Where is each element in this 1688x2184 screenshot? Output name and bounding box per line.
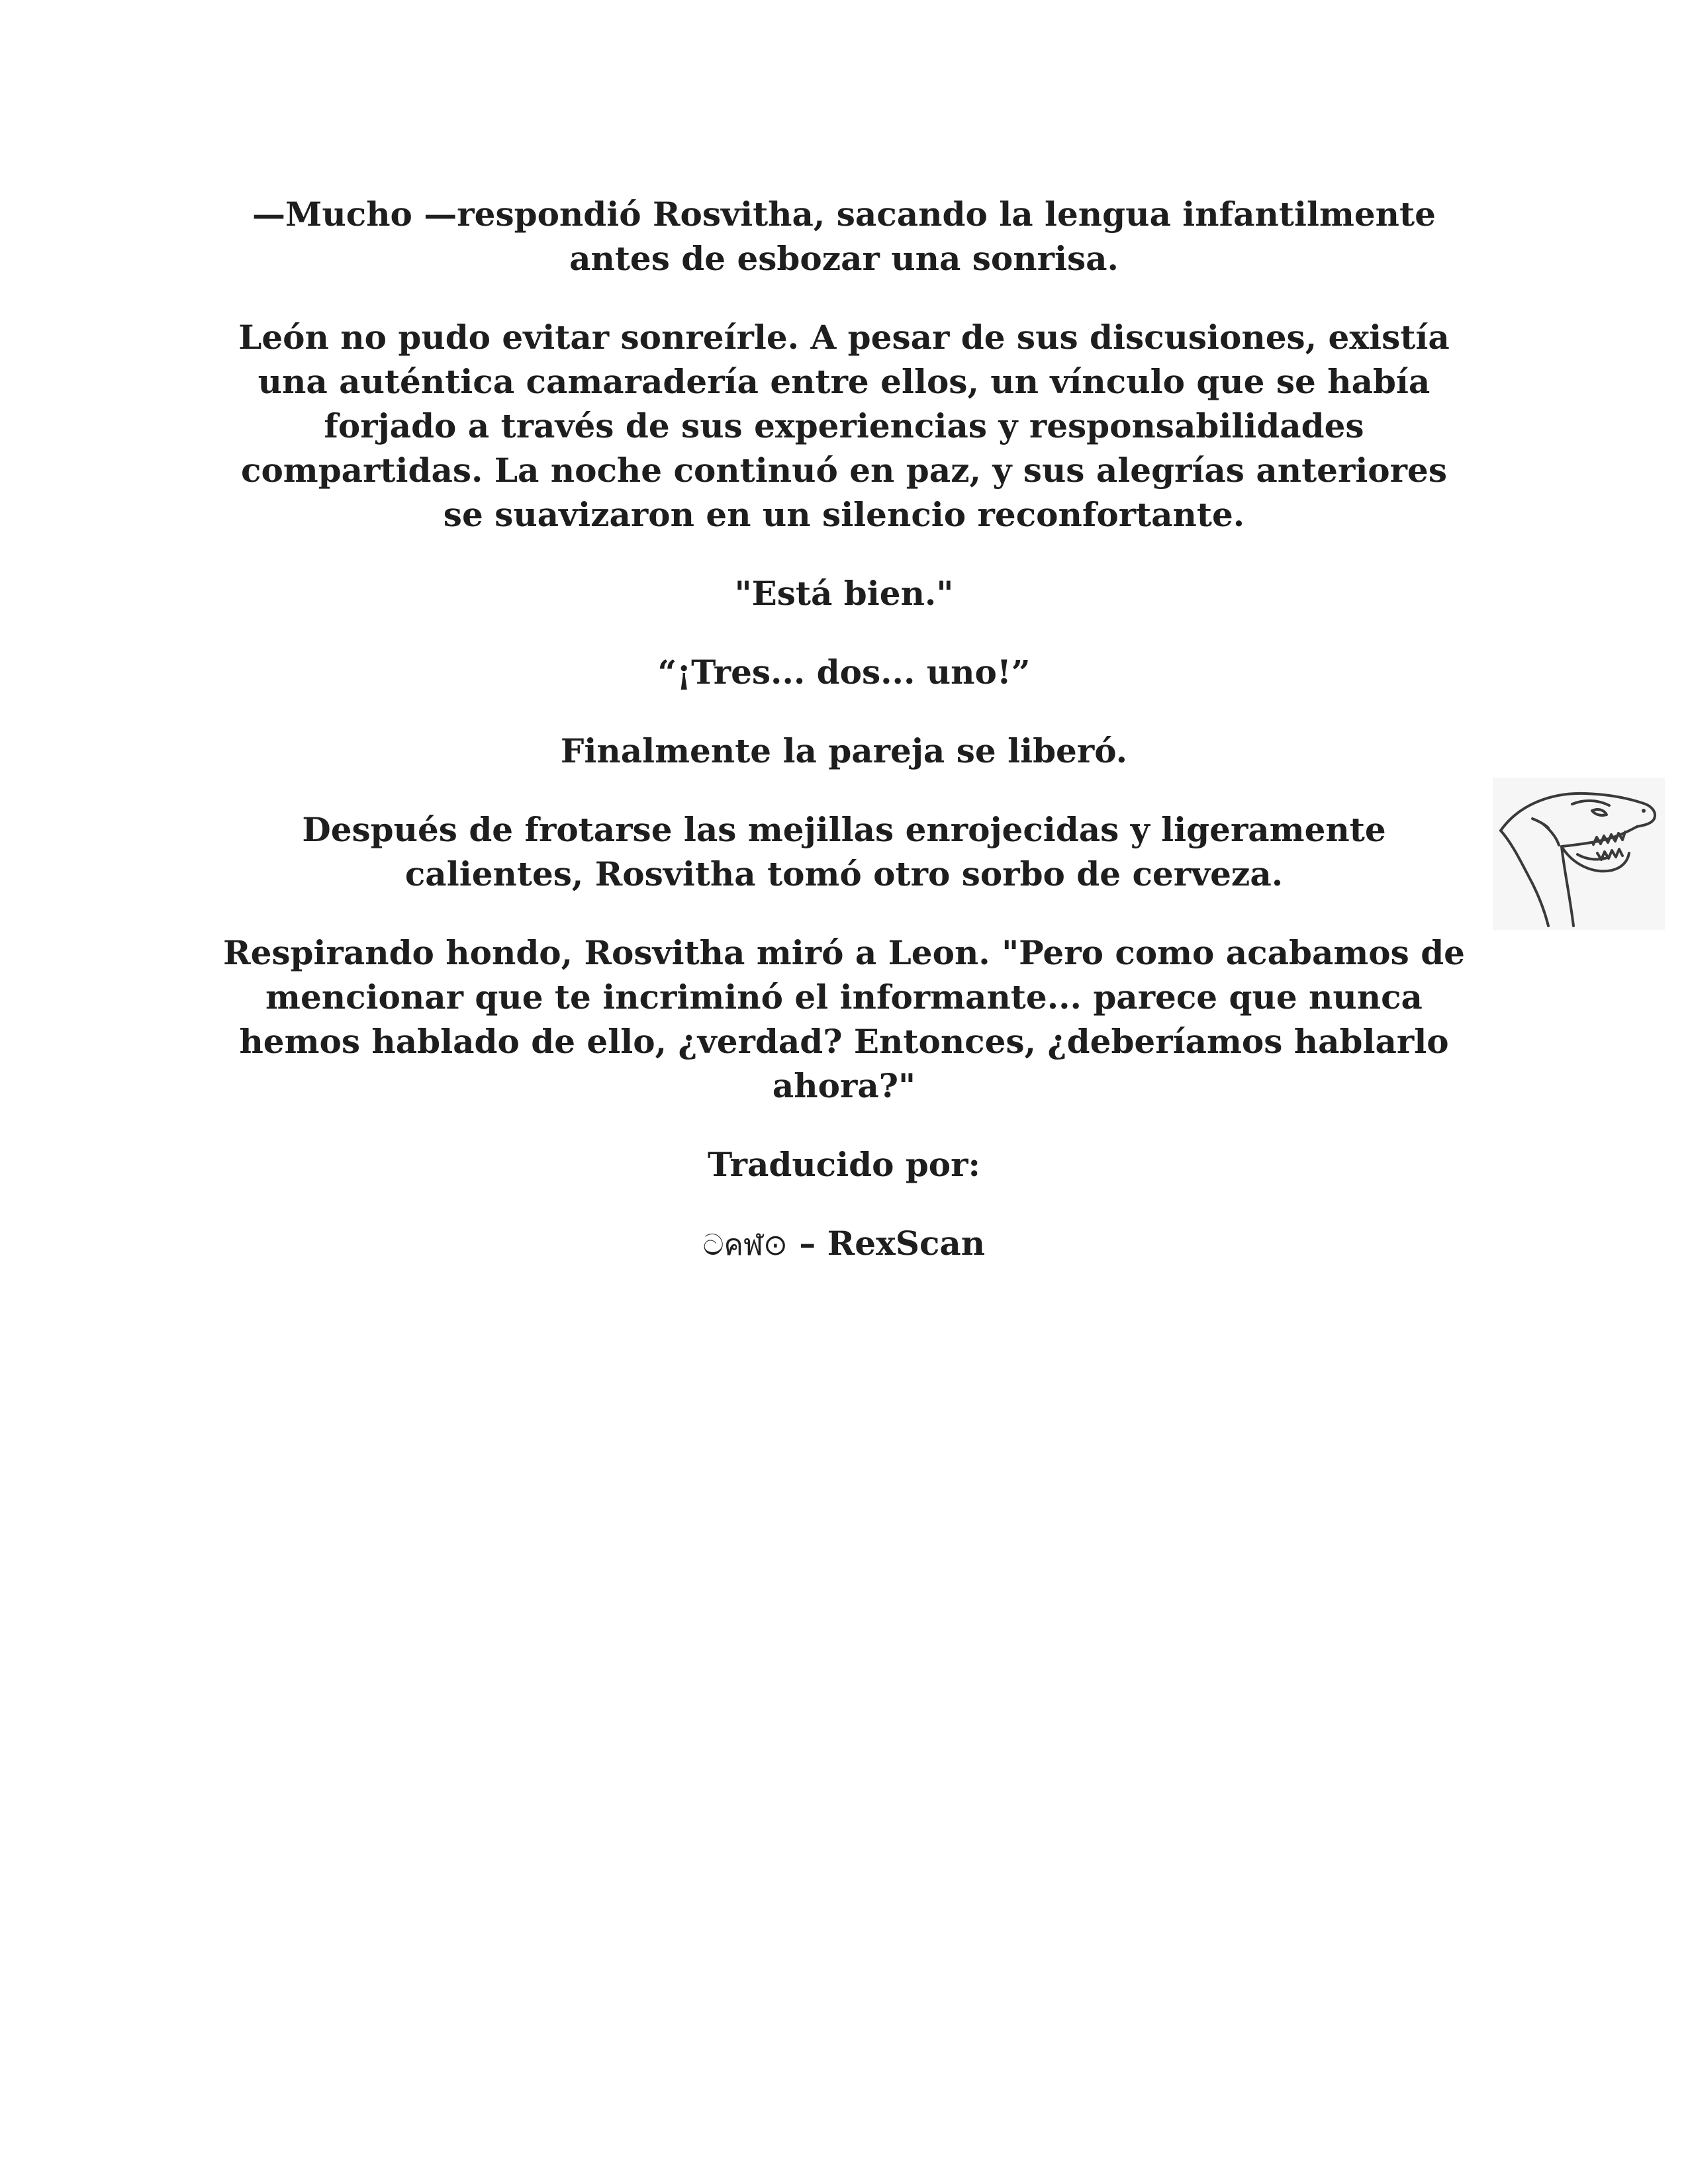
- paragraph-6: Después de frotarse las mejillas enrojecidas y ligeramente calientes, Rosvitha tomó otro sorbo de cerveza.: [302, 810, 1386, 893]
- credits-line: [218, 1221, 1470, 1267]
- paragraph-5: Finalmente la pareja se liberó.: [560, 731, 1128, 770]
- credits-label: Traducido por:: [708, 1145, 980, 1184]
- document-body: [218, 192, 1470, 1267]
- paragraph-7: Respirando hondo, Rosvitha miró a Leon. "Pero como acabamos de mencionar que te incriminó el informante... parece que nunca hemos hablado de ello, ¿verdad? Entonces, ¿deberíamos hablarlo ahora?": [223, 933, 1465, 1105]
- paragraph-4: “¡Tres... dos... uno!”: [657, 653, 1031, 692]
- paragraph-2: León no pudo evitar sonreírle. A pesar de sus discusiones, existía una auténtica camaradería entre ellos, un vínculo que se había forjado a través de sus experiencias y responsabilidades compartidas. La noche continuó en paz, y sus alegrías anteriores se suavizaron en un silencio reconfortante.: [238, 318, 1450, 534]
- paragraph-3: "Está bien.": [734, 574, 954, 613]
- translator-name: ටคฬ⊙: [702, 1228, 788, 1262]
- group-name: RexScan: [827, 1224, 986, 1263]
- credits-separator: –: [787, 1224, 827, 1263]
- paragraph-1: —Mucho —respondió Rosvitha, sacando la lengua infantilmente antes de esbozar una sonrisa.: [252, 195, 1436, 278]
- trex-head-icon: [1493, 778, 1665, 930]
